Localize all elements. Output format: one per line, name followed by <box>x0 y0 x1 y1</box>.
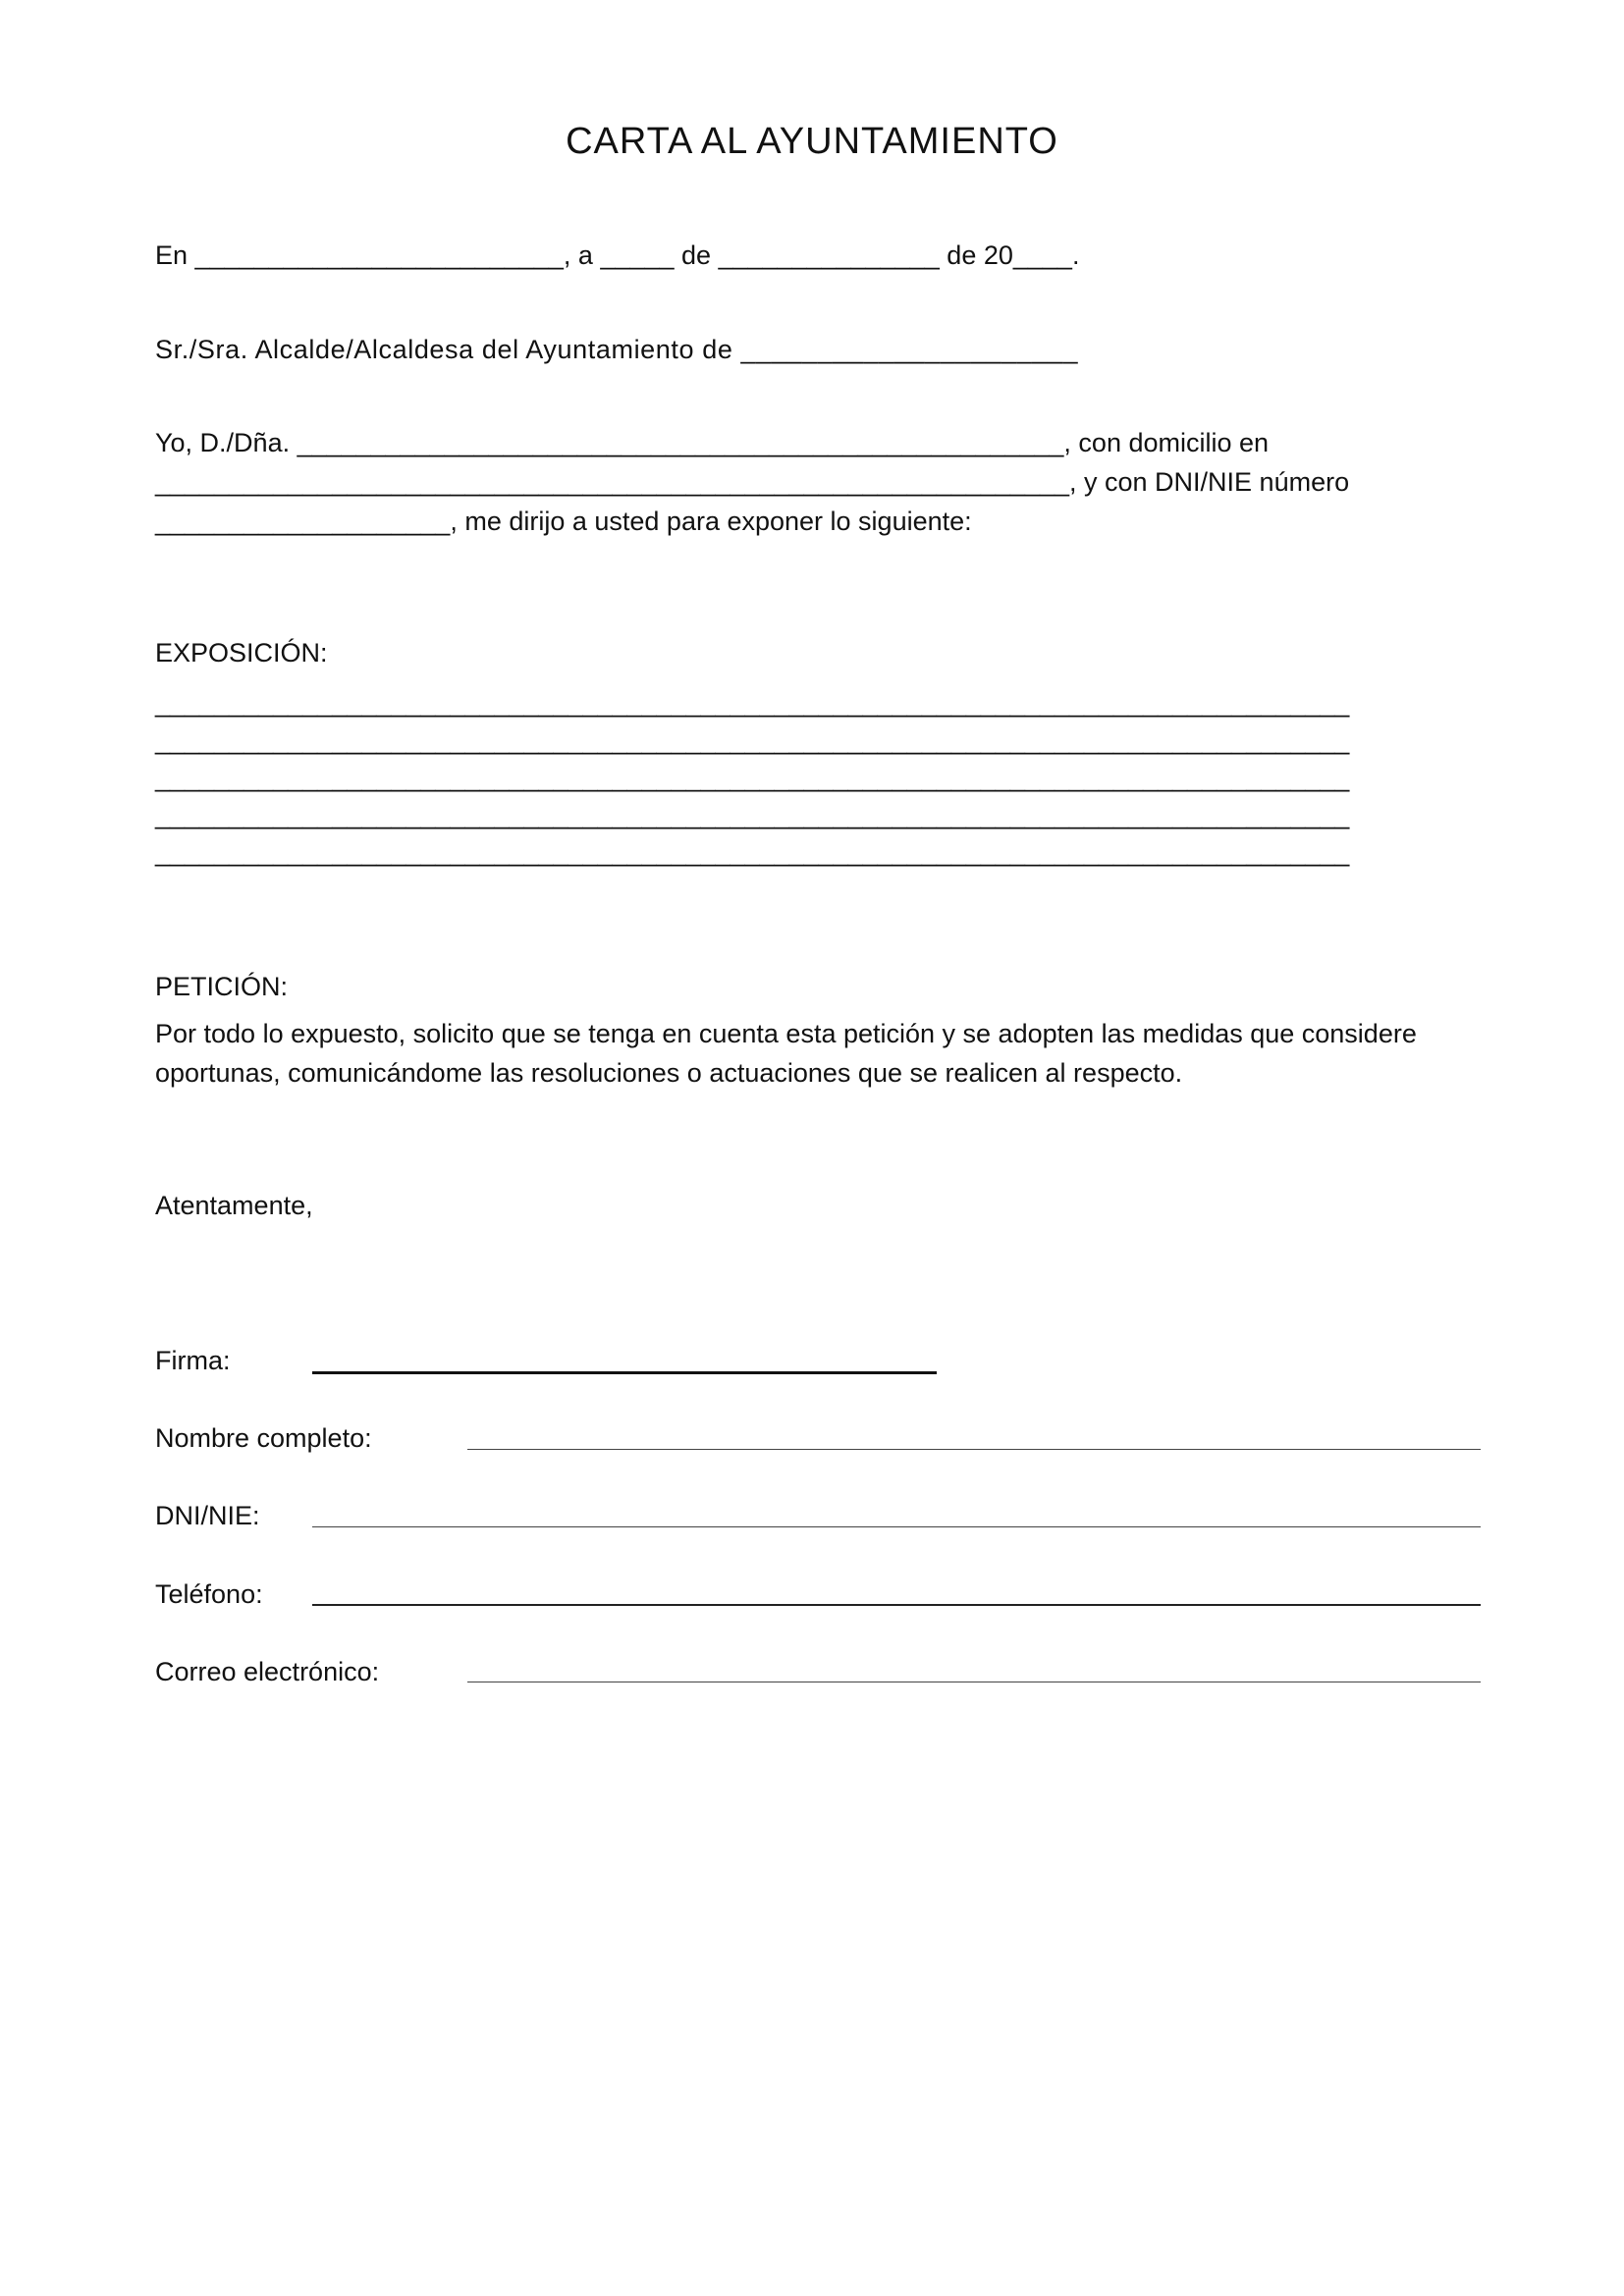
correo-electronico-label: Correo electrónico: <box>155 1657 380 1686</box>
exposicion-blank-line: _________________________________________________________________________________ <box>155 688 1350 718</box>
closing-text: Atentamente, <box>155 1191 313 1220</box>
exposicion-blank-line: _________________________________________________________________________________ <box>155 837 1350 867</box>
dni-nie-label: DNI/NIE: <box>155 1501 260 1530</box>
peticion-text: Por todo lo expuesto, solicito que se tenga en cuenta esta petición y se adopten las medidas que considere oportunas, comunicándome las resoluciones o actuaciones que se realicen al respecto. <box>155 1019 1417 1088</box>
dni-nie-line[interactable] <box>312 1526 1481 1527</box>
intro-line: ______________________________________________________________, y con DNI/NIE número <box>155 467 1350 497</box>
telefono-label: Teléfono: <box>155 1579 263 1609</box>
exposicion-blank-line: _________________________________________________________________________________ <box>155 763 1350 792</box>
exposicion-blank-line: _________________________________________________________________________________ <box>155 800 1350 829</box>
addressee-line: Sr./Sra. Alcalde/Alcaldesa del Ayuntamiento de ______________________ <box>155 335 1079 364</box>
exposicion-blank-line: _________________________________________________________________________________ <box>155 725 1350 755</box>
intro-line: ____________________, me dirijo a usted para exponer lo siguiente: <box>155 507 972 536</box>
nombre-completo-label: Nombre completo: <box>155 1423 372 1453</box>
peticion-heading: PETICIÓN: <box>155 972 289 1001</box>
firma-line[interactable] <box>312 1371 937 1374</box>
date-line: En _________________________, a _____ de _______________ de 20____. <box>155 240 1080 270</box>
nombre-completo-line[interactable] <box>467 1449 1481 1450</box>
firma-label: Firma: <box>155 1346 231 1375</box>
telefono-line[interactable] <box>312 1604 1481 1606</box>
document-title: CARTA AL AYUNTAMIENTO <box>566 121 1058 162</box>
exposicion-heading: EXPOSICIÓN: <box>155 638 328 667</box>
intro-line: Yo, D./Dña. ____________________________________________________, con domicilio en <box>155 428 1270 457</box>
